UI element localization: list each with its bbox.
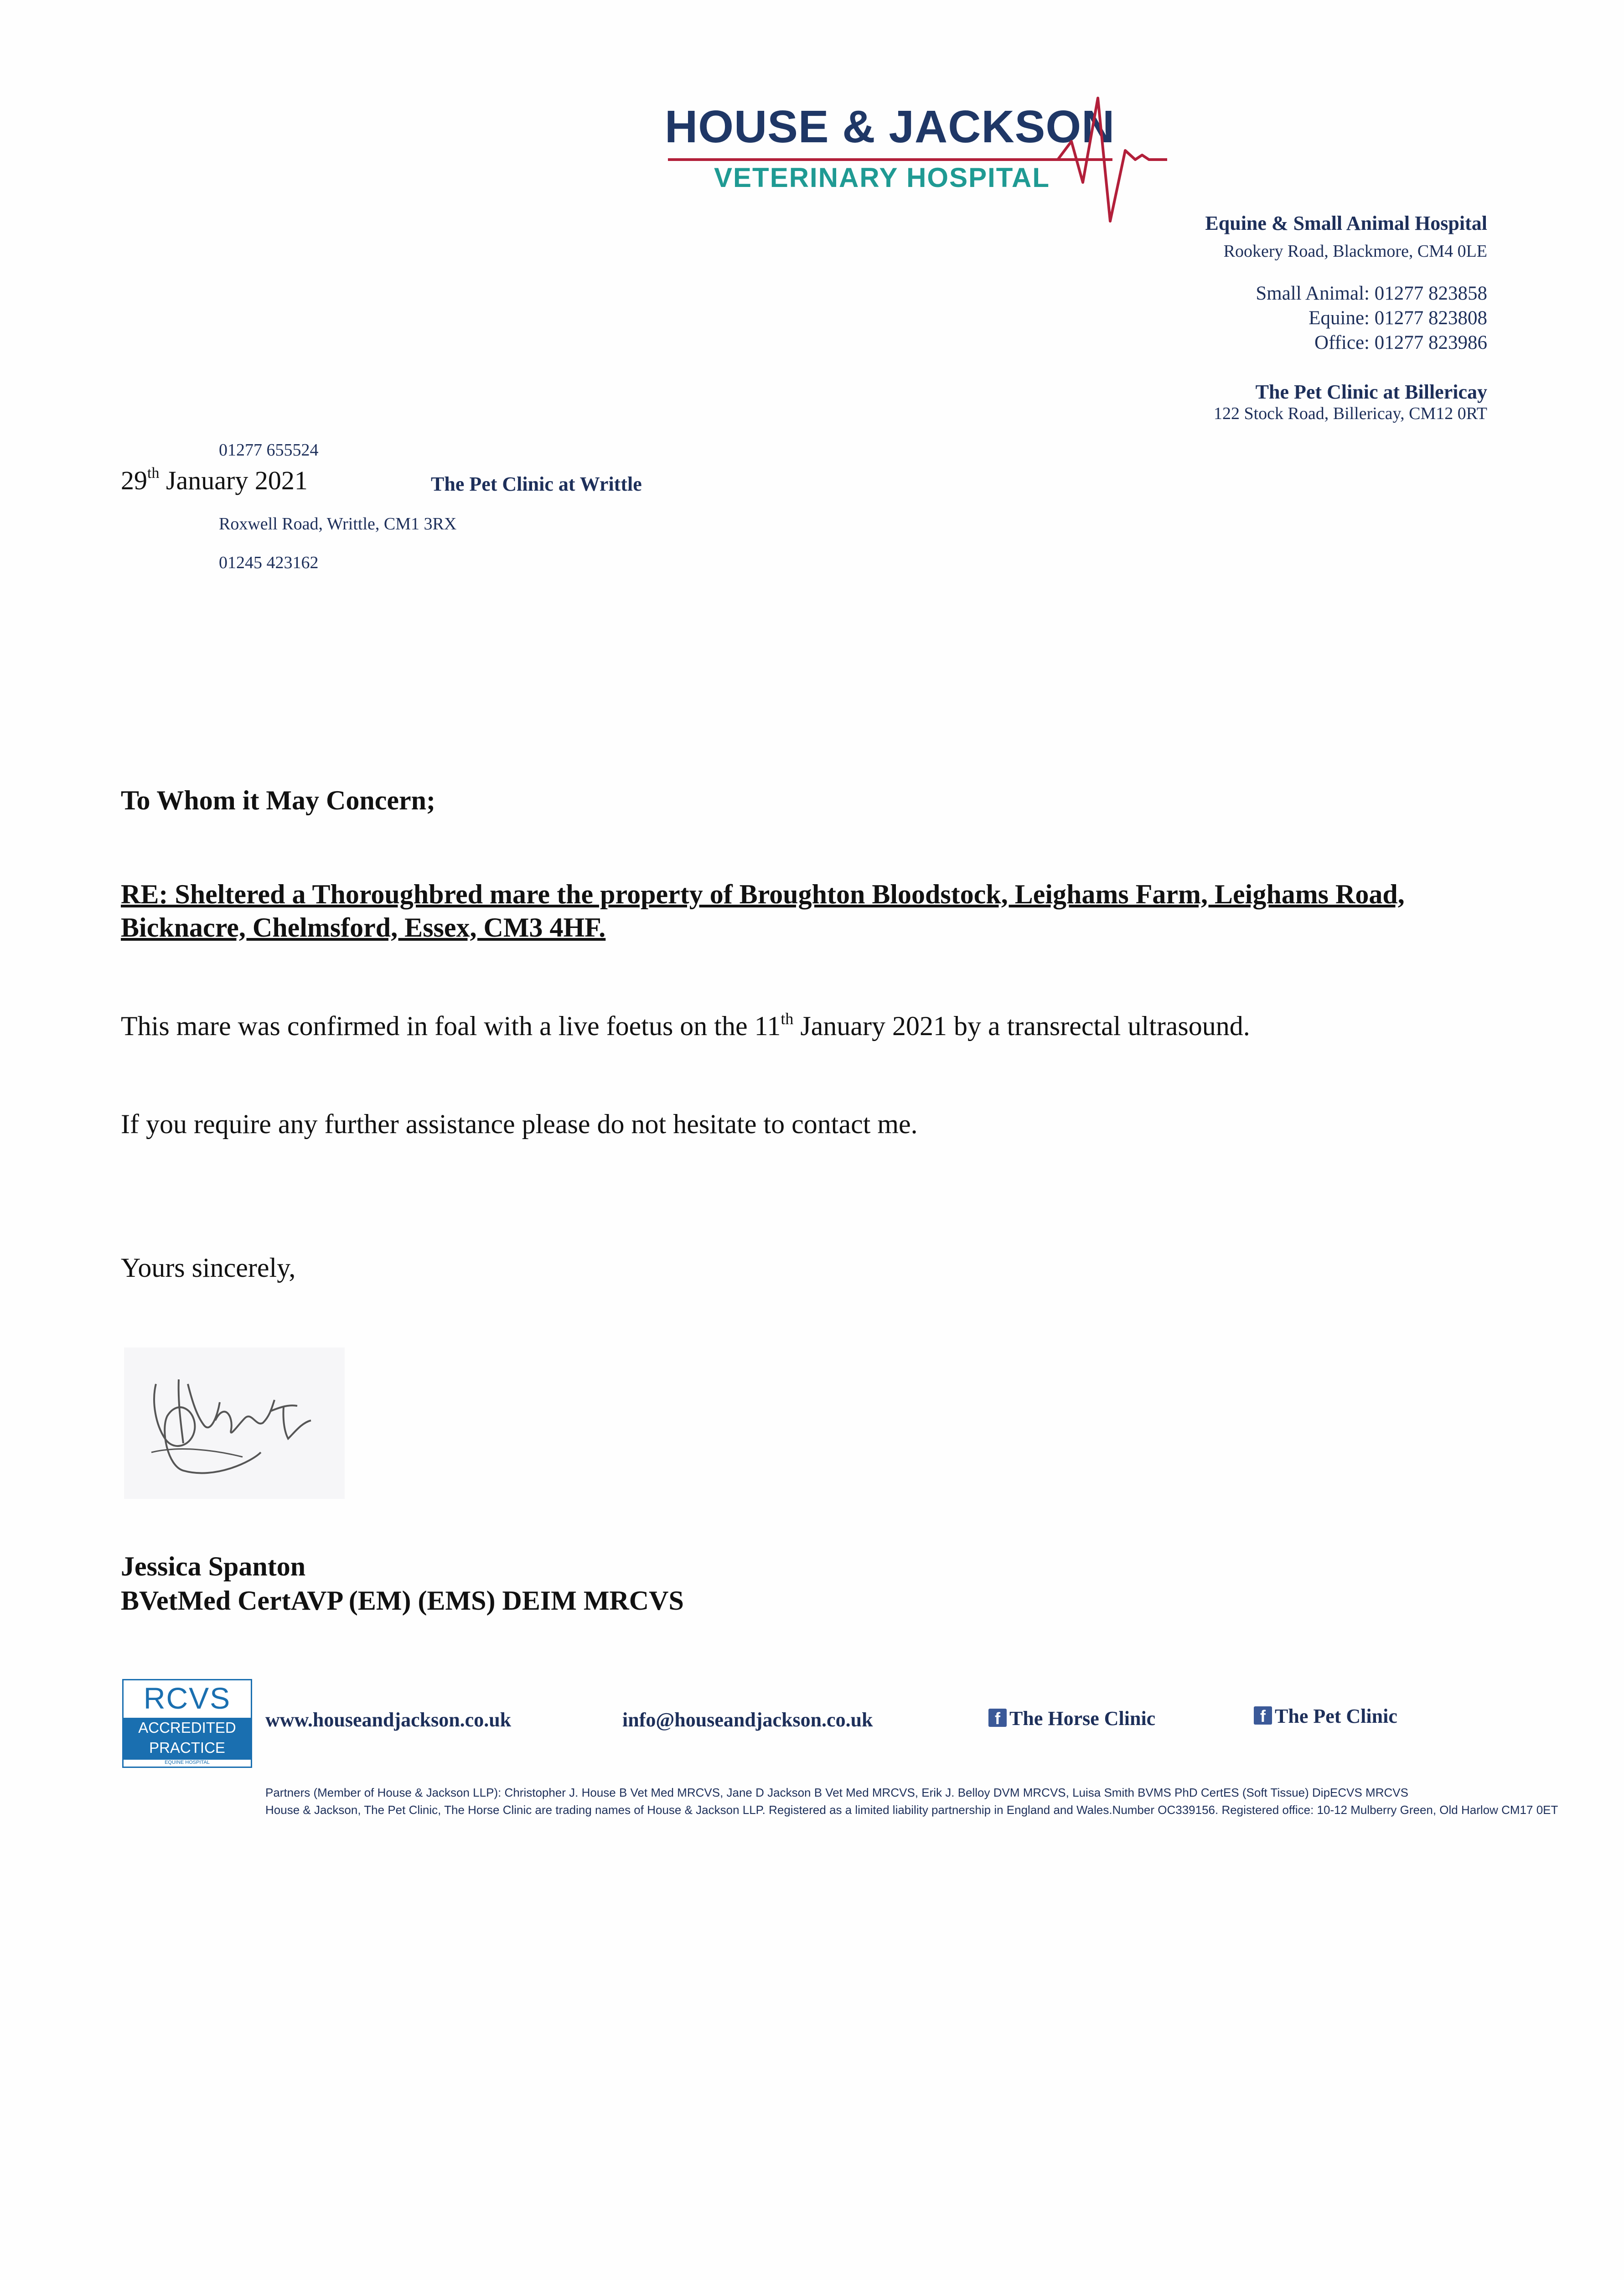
horse-clinic-facebook-link[interactable]: f The Horse Clinic [988, 1709, 1155, 1729]
small-animal-phone: Small Animal: 01277 823858 [1256, 283, 1487, 304]
partners-note: Partners (Member of House & Jackson LLP): Christopher J. House B Vet Med MRCVS, Jane D Jackson B Vet Med MRCVS, Erik J. Belloy DVM MRCVS, Luisa Smith BVMS PhD CertES (Soft Tissue) DipECVS MRCVS [265, 1786, 1408, 1799]
salutation: To Whom it May Concern; [121, 785, 435, 815]
signature-image [124, 1347, 345, 1499]
handwritten-signature-icon [124, 1347, 345, 1499]
subject-line: RE: Sheltered a Thoroughbred mare the property of Broughton Bloodstock, Leighams Farm, Leighams Road, Bicknacre, Chelmsford, Essex, CM3 4HF. [121, 879, 1405, 943]
billericay-clinic-address: 122 Stock Road, Billericay, CM12 0RT [1213, 404, 1487, 423]
logo-subtitle: VETERINARY HOSPITAL [714, 162, 1050, 193]
facebook-icon: f [1254, 1706, 1272, 1725]
legal-note: House & Jackson, The Pet Clinic, The Horse Clinic are trading names of House & Jackson LLP. Registered as a limited liability partnership in England and Wales.Number OC339156. Registered office: 10-12 Mulberry Green, Old Harlow CM17 0ET [265, 1803, 1558, 1817]
writtle-clinic-phone: 01245 423162 [219, 553, 319, 572]
rcvs-accredited-logo [122, 1679, 252, 1768]
heartbeat-logo-icon [661, 91, 1176, 228]
rcvs-wordmark: RCVS [143, 1681, 231, 1715]
office-phone: Office: 01277 823986 [1314, 332, 1487, 353]
signer-name: Jessica Spanton [121, 1551, 306, 1581]
paragraph-assistance: If you require any further assistance please do not hesitate to contact me. [121, 1109, 918, 1139]
pet-clinic-facebook-link[interactable]: f The Pet Clinic [1254, 1706, 1397, 1726]
writtle-clinic-name: The Pet Clinic at Writtle [431, 473, 642, 495]
letter-date: 29th January 2021 [121, 465, 308, 495]
equine-phone: Equine: 01277 823808 [1309, 307, 1487, 329]
main-hospital-address: Rookery Road, Blackmore, CM4 0LE [1223, 242, 1487, 261]
email-link[interactable]: info@houseandjackson.co.uk [622, 1709, 873, 1731]
rcvs-equine-label: EQUINE HOSPITAL [165, 1760, 210, 1765]
paragraph-confirmation: This mare was confirmed in foal with a live foetus on the 11th January 2021 by a transrectal ultrasound. [121, 1010, 1250, 1041]
main-hospital-name: Equine & Small Animal Hospital [1205, 212, 1487, 234]
writtle-clinic-address: Roxwell Road, Writtle, CM1 3RX [219, 514, 457, 534]
billericay-clinic-name: The Pet Clinic at Billericay [1255, 381, 1487, 403]
logo-name: HOUSE & JACKSON [665, 101, 1115, 152]
billericay-clinic-phone: 01277 655524 [219, 440, 319, 460]
website-link[interactable]: www.houseandjackson.co.uk [265, 1709, 512, 1731]
rcvs-accredited-band: ACCREDITED PRACTICE [124, 1718, 251, 1760]
closing: Yours sincerely, [121, 1253, 296, 1283]
signer-qualifications: BVetMed CertAVP (EM) (EMS) DEIM MRCVS [121, 1586, 684, 1616]
facebook-icon: f [988, 1709, 1007, 1727]
